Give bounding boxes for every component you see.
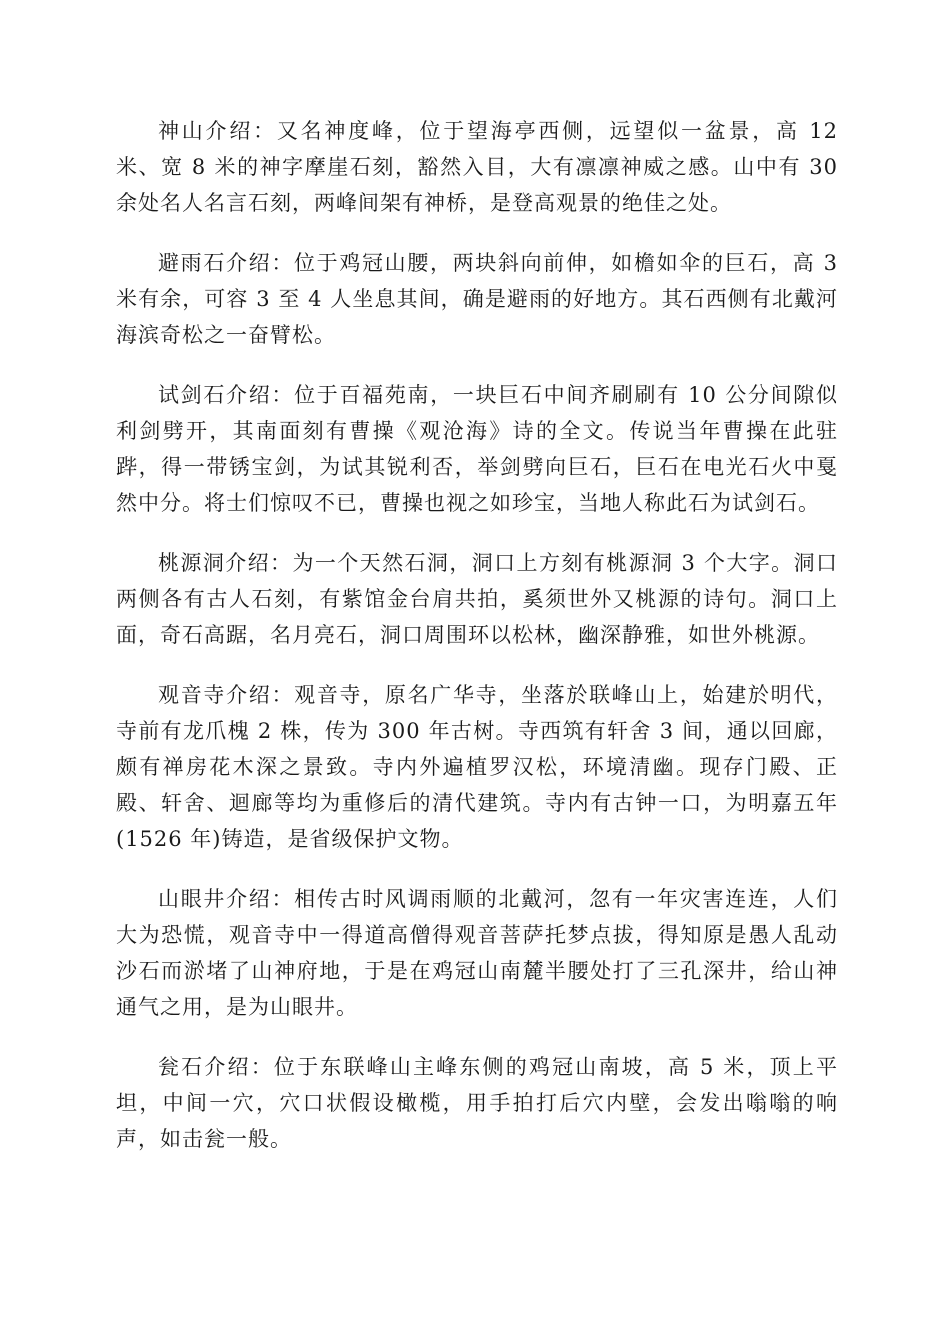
paragraph-shijianshi: 试剑石介绍：位于百福苑南，一块巨石中间齐刷刷有 10 公分间隙似利剑劈开，其南面刻有曹操《观沧海》诗的全文。传说当年曹操在此驻跸，得一带锈宝剑，为试其锐利否，举剑劈向巨石，巨石在电光石火中戛然中分。将士们惊叹不已，曹操也视之如珍宝，当地人称此石为试剑石。 (116, 383, 838, 515)
document-body (116, 113, 838, 1181)
paragraph-wengshi: 瓮石介绍：位于东联峰山主峰东侧的鸡冠山南坡，高 5 米，顶上平坦，中间一穴，穴口状假设橄榄，用手拍打后穴内壁，会发出嗡嗡的响声，如击瓮一般。 (116, 1055, 838, 1151)
paragraph-shenshan: 神山介绍：又名神度峰，位于望海亭西侧，远望似一盆景，高 12 米、宽 8 米的神字摩崖石刻，豁然入目，大有凛凛神威之感。山中有 30 余处名人名言石刻，两峰间架有神桥，是登高观景的绝佳之处。 (116, 119, 838, 215)
paragraph-biyushi: 避雨石介绍：位于鸡冠山腰，两块斜向前伸，如檐如伞的巨石，高 3 米有余，可容 3 至 4 人坐息其间，确是避雨的好地方。其石西侧有北戴河海滨奇松之一奋臂松。 (116, 251, 838, 347)
paragraph-guanyinsi: 观音寺介绍：观音寺，原名广华寺，坐落於联峰山上，始建於明代，寺前有龙爪槐 2 株，传为 300 年古树。寺西筑有轩舍 3 间，通以回廊，颇有禅房花木深之景致。寺内外遍植罗汉松，环境清幽。现存门殿、正殿、轩舍、迴廊等均为重修后的清代建筑。寺内有古钟一口，为明嘉五年(1526 年)铸造，是省级保护文物。 (116, 683, 838, 851)
paragraph-taoyuandong: 桃源洞介绍：为一个天然石洞，洞口上方刻有桃源洞 3 个大字。洞口两侧各有古人石刻，有紫馆金台肩共拍，奚须世外又桃源的诗句。洞口上面，奇石高踞，名月亮石，洞口周围环以松林，幽深静雅，如世外桃源。 (116, 551, 838, 647)
paragraph-shanyanjing: 山眼井介绍：相传古时风调雨顺的北戴河，忽有一年灾害连连，人们大为恐慌，观音寺中一得道高僧得观音菩萨托梦点拔，得知原是愚人乱动沙石而淤堵了山神府地，于是在鸡冠山南麓半腰处打了三孔深井，给山神通气之用，是为山眼井。 (116, 887, 838, 1019)
